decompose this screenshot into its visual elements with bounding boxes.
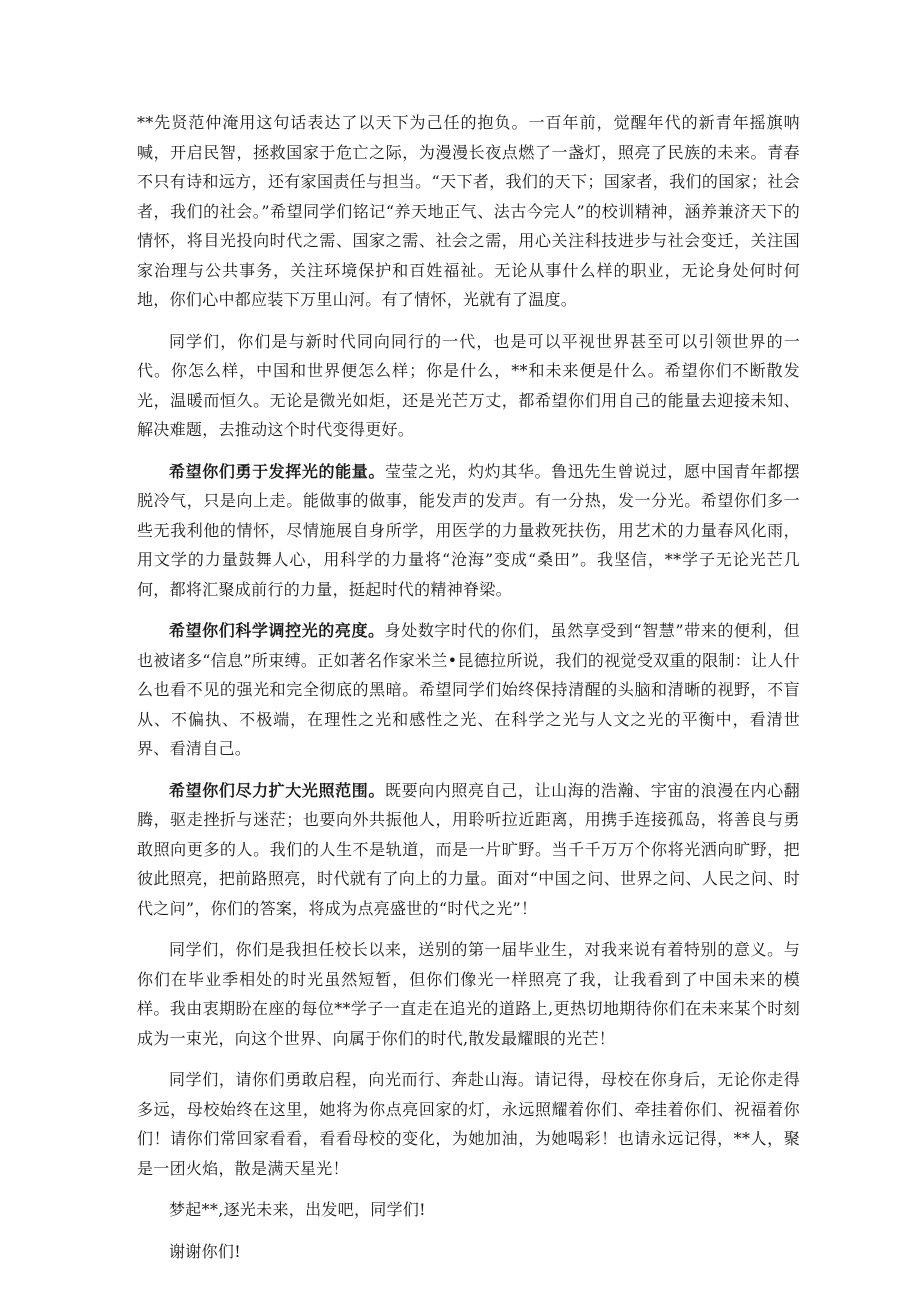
paragraph-7 — [137, 1065, 800, 1183]
paragraph-text: 谢谢你们! — [169, 1241, 241, 1261]
paragraph-4 — [137, 616, 800, 764]
paragraph-lead: 希望你们勇于发挥光的能量。 — [169, 461, 385, 481]
paragraph-lead: 希望你们尽力扩大光照范围。 — [169, 780, 385, 800]
paragraph-1 — [137, 108, 800, 315]
paragraph-lead: 希望你们科学调控光的亮度。 — [169, 621, 385, 640]
document-body — [137, 108, 800, 1278]
paragraph-text: **先贤范仲淹用这句话表达了以天下为己任的抱负。一百年前，觉醒年代的新青年摇旗呐喊，开启民智，拯救国家于危亡之际，为漫漫长夜点燃了一盏灯，照亮了民族的未来。青春不只有诗和远方，还有家国责任与担当。“天下者，我们的天下；国家者，我们的国家；社会者，我们的社会。”希望同学们铭记“养天地正气、法古今完人”的校训精神，涵养兼济天下的情怀，将目光投向时代之需、国家之需、社会之需，用心关注科技进步与社会变迁，关注国家治理与公共事务，关注环境保护和百姓福祉。无论从事什么样的职业，无论身处何时何地，你们心中都应装下万里山河。有了情怀，光就有了温度。 — [137, 113, 800, 309]
paragraph-text: 身处数字时代的你们，虽然享受到“智慧”带来的便利，但也被诸多“信息”所束缚。正如著名作家米兰•昆德拉所说，我们的视觉受双重的限制：让人什么也看不见的强光和完全彻底的黑暗。希望同学们始终保持清醒的头脑和清晰的视野，不盲从、不偏执、不极端，在理性之光和感性之光、在科学之光与人文之光的平衡中，看清世界、看清自己。 — [137, 621, 800, 758]
paragraph-8 — [137, 1195, 800, 1225]
paragraph-text: 同学们，你们是与新时代同向同行的一代，也是可以平视世界甚至可以引领世界的一代。你怎么样，中国和世界便怎么样；你是什么，**和未来便是什么。希望你们不断散发光，温暖而恒久。无论是微光如炬，还是光芒万丈，都希望你们用自己的能量去迎接未知、解决难题，去推动这个时代变得更好。 — [137, 331, 800, 439]
paragraph-text: 既要向内照亮自己，让山海的浩瀚、宇宙的浪漫在内心翻腾，驱走挫折与迷茫；也要向外共振他人，用聆听拉近距离，用携手连接孤岛，将善良与勇敢照向更多的人。我们的人生不是轨道，而是一片旷野。当千千万万个你将光洒向旷野，把彼此照亮，把前路照亮，时代就有了向上的力量。面对“中国之问、世界之问、人民之问、时代之问”，你们的答案，将成为点亮盛世的“时代之光”！ — [137, 780, 800, 918]
paragraph-2 — [137, 327, 800, 445]
paragraph-text: 同学们，你们是我担任校长以来，送别的第一届毕业生，对我来说有着特别的意义。与你们在毕业季相处的时光虽然短暂，但你们像光一样照亮了我，让我看到了中国未来的模样。我由衷期盼在座的每位**学子一直走在追光的道路上,更热切地期待你们在未来某个时刻成为一束光，向这个世界、向属于你们的时代,散发最耀眼的光芒！ — [137, 940, 800, 1048]
paragraph-6 — [137, 935, 800, 1053]
paragraph-text: 梦起**,逐光未来，出发吧，同学们! — [169, 1200, 426, 1219]
paragraph-3 — [137, 457, 800, 605]
paragraph-9 — [137, 1237, 800, 1267]
paragraph-text: 莹莹之光，灼灼其华。鲁迅先生曾说过，愿中国青年都摆脱冷气，只是向上走。能做事的做事，能发声的发声。有一分热，发一分光。希望你们多一些无我利他的情怀，尽情施展自身所学，用医学的力量救死扶伤，用艺术的力量春风化雨，用文学的力量鼓舞人心，用科学的力量将“沧海”变成“桑田”。我坚信，**学子无论光芒几何，都将汇聚成前行的力量，挺起时代的精神脊梁。 — [137, 461, 800, 599]
paragraph-text: 同学们，请你们勇敢启程，向光而行、奔赴山海。请记得，母校在你身后，无论你走得多远，母校始终在这里，她将为你点亮回家的灯，永远照耀着你们、牵挂着你们、祝福着你们！请你们常回家看看，看看母校的变化，为她加油，为她喝彩！也请永远记得，**人，聚是一团火焰，散是满天星光！ — [137, 1070, 800, 1178]
paragraph-5 — [137, 776, 800, 924]
